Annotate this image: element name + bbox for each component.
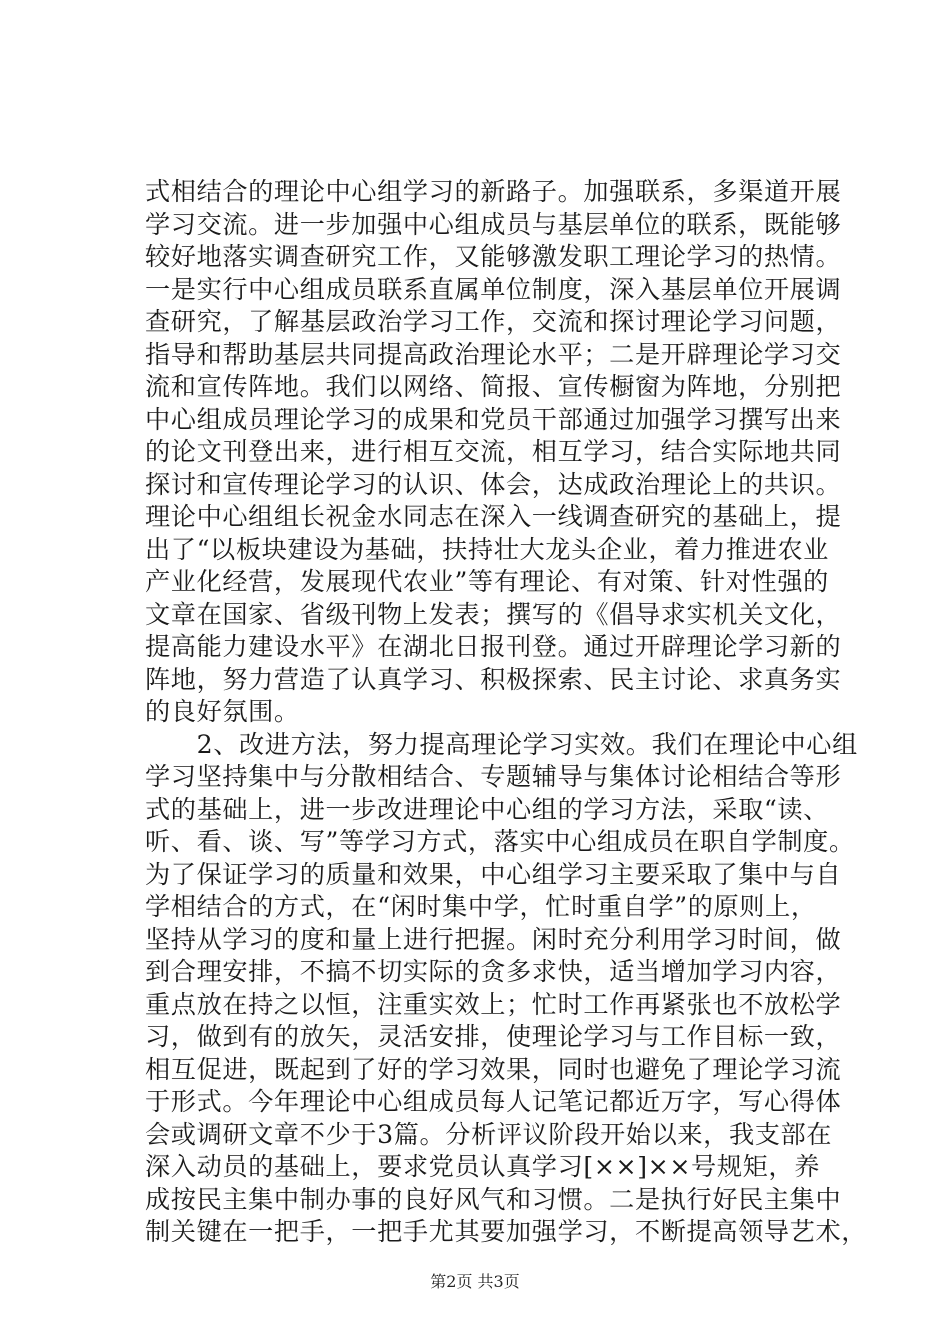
text-line: 相互促进，既起到了好的学习效果，同时也避免了理论学习流 [145, 1054, 842, 1084]
text-line: 于形式。今年理论中心组成员每人记笔记都近万字，写心得体 [145, 1087, 842, 1116]
text-line: 会或调研文章不少于3篇。分析评议阶段开始以来，我支部在 [145, 1119, 833, 1149]
text-line: 较好地落实调查研究工作，又能够激发职工理论学习的热情。 [145, 242, 842, 271]
text-line: 式相结合的理论中心组学习的新路子。加强联系，多渠道开展 [145, 177, 842, 206]
text-line: 文章在国家、省级刊物上发表；撰写的《倡导求实机关文化， [145, 599, 842, 629]
text-line: 一是实行中心组成员联系直属单位制度，深入基层单位开展调 [145, 274, 842, 304]
text-line: 中心组成员理论学习的成果和党员干部通过加强学习撰写出来 [145, 404, 842, 434]
text-line: 提高能力建设水平》在湖北日报刊登。通过开辟理论学习新的 [145, 632, 842, 661]
text-line: 学习坚持集中与分散相结合、专题辅导与集体讨论相结合等形 [145, 762, 842, 791]
text-line: 坚持从学习的度和量上进行把握。闲时充分利用学习时间，做 [145, 924, 842, 954]
text-line: 听、看、谈、写”等学习方式，落实中心组成员在职自学制度。 [145, 827, 855, 856]
text-line: 式的基础上，进一步改进理论中心组的学习方法，采取“读、 [145, 794, 829, 824]
text-line: 产业化经营，发展现代农业”等有理论、有对策、针对性强的 [145, 567, 829, 596]
text-line: 学习交流。进一步加强中心组成员与基层单位的联系，既能够 [145, 209, 842, 239]
text-line: 出了“以板块建设为基础，扶持壮大龙头企业，着力推进农业 [145, 534, 829, 564]
text-line: 习，做到有的放矢，灵活安排，使理论学习与工作目标一致， [145, 1022, 842, 1051]
text-line: 探讨和宣传理论学习的认识、体会，达成政治理论上的共识。 [145, 469, 842, 499]
body-text [145, 176, 868, 1249]
text-line: 的良好氛围。 [145, 697, 300, 726]
text-line: 理论中心组组长祝金水同志在深入一线调查研究的基础上，提 [145, 502, 842, 531]
text-line: 指导和帮助基层共同提高政治理论水平；二是开辟理论学习交 [145, 339, 842, 369]
text-line: 阵地，努力营造了认真学习、积极探索、民主讨论、求真务实 [145, 664, 842, 694]
text-line: 深入动员的基础上，要求党员认真学习[××]××号规矩，养 [145, 1152, 820, 1181]
text-line: 学相结合的方式，在“闲时集中学，忙时重自学”的原则上， [145, 892, 817, 921]
text-line: 制关键在一把手，一把手尤其要加强学习，不断提高领导艺术， [145, 1217, 868, 1246]
text-line: 到合理安排，不搞不切实际的贪多求快，适当增加学习内容， [145, 957, 842, 986]
text-line: 查研究，了解基层政治学习工作，交流和探讨理论学习问题， [145, 307, 842, 336]
text-line: 成按民主集中制办事的良好风气和习惯。二是执行好民主集中 [145, 1184, 842, 1214]
page-number-footer: 第2页 共3页 [430, 1272, 520, 1291]
text-line: 流和宣传阵地。我们以网络、简报、宣传橱窗为阵地，分别把 [145, 372, 842, 401]
text-line: 重点放在持之以恒，注重实效上；忙时工作再紧张也不放松学 [145, 989, 842, 1019]
paragraph-start-line: 2、改进方法，努力提高理论学习实效。我们在理论中心组 [145, 729, 858, 759]
text-line: 的论文刊登出来，进行相互交流，相互学习，结合实际地共同 [145, 437, 842, 466]
text-line: 为了保证学习的质量和效果，中心组学习主要采取了集中与自 [145, 859, 842, 889]
